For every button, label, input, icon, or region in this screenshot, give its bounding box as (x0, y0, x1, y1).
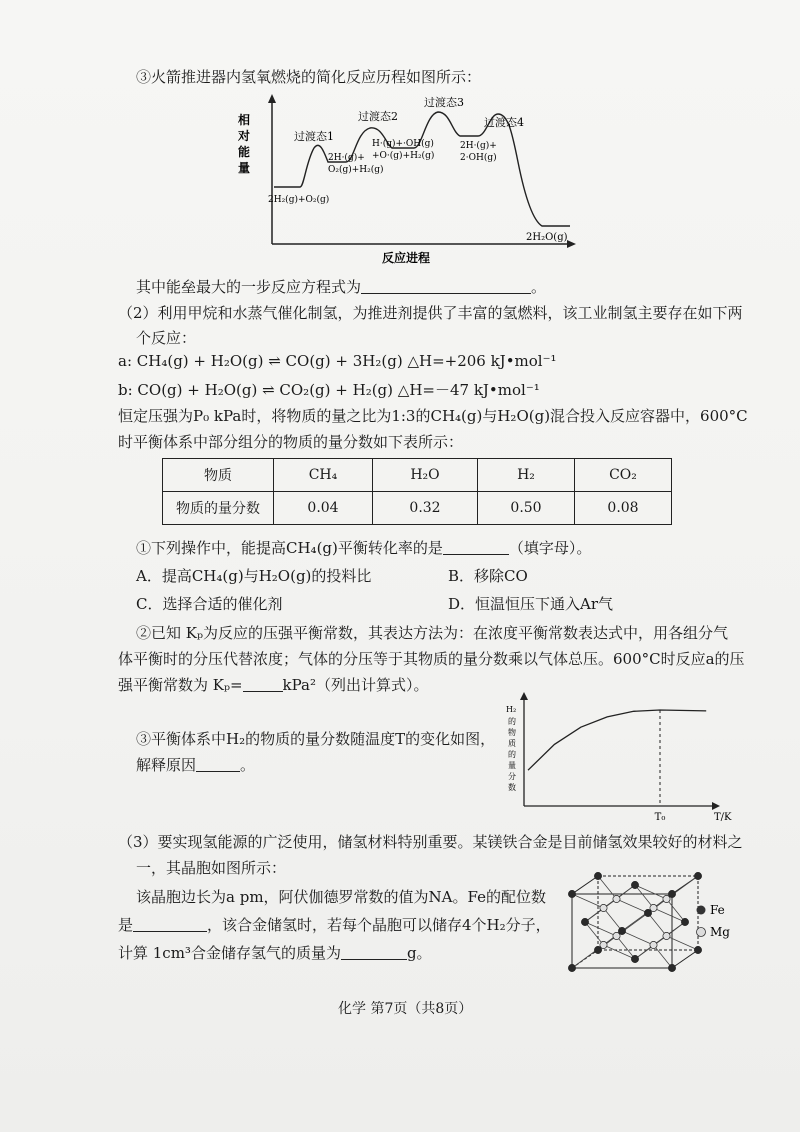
cell-bond (635, 885, 654, 908)
h2-ylabel-3: 质 (508, 739, 516, 748)
h2-x-arrow (712, 802, 720, 810)
cell-bond (617, 899, 649, 913)
reaction-a: a: CH₄(g) + H₂O(g) ⇌ CO(g) + 3H₂(g) △H=+206 kJ•mol⁻¹ (118, 352, 557, 370)
fe-atom (594, 872, 601, 879)
fe-atom (694, 872, 701, 879)
cell-bond (617, 936, 636, 959)
reaction-b: b: CO(g) + H₂O(g) ⇌ CO₂(g) + H₂(g) △H=－47 kJ•mol⁻¹ (118, 381, 540, 399)
mg-legend-label: Mg (710, 925, 730, 939)
part3-line5-text: 计算 1cm³合金储存氢气的质量为 (118, 944, 341, 962)
mole-fraction-table (162, 458, 672, 525)
cell-bond (585, 922, 617, 936)
q3b-line2-end: 。 (240, 756, 256, 774)
h2-ylabel-7: 数 (508, 783, 516, 792)
energy-xlabel: 反应进程 (382, 251, 431, 265)
ts3-label: 过渡态3 (424, 96, 464, 109)
state1b-label: O₂(g)+H₂(g) (328, 165, 384, 175)
cell-bond (667, 899, 686, 922)
table-header-cell: CH₄ (274, 459, 373, 492)
state2b-label: +O·(g)+H₂(g) (372, 151, 435, 161)
energy-ylabel-3: 能 (238, 145, 251, 159)
cell-bond (572, 894, 604, 908)
part3-line5 (118, 942, 432, 963)
fe-atom (668, 964, 675, 971)
q3-ask-end: 。 (531, 278, 547, 296)
energy-ylabel-2: 对 (238, 129, 251, 143)
fe-atom (681, 918, 688, 925)
h2-fraction-chart (500, 690, 750, 830)
q2-line3-end: kPa²（列出计算式）。 (282, 676, 429, 694)
q1-answer-blank[interactable] (443, 540, 509, 555)
fe-atom (644, 909, 651, 916)
coordination-answer-blank[interactable] (133, 917, 207, 932)
fe-atom (631, 955, 638, 962)
part2-line1: （2）利用甲烷和水蒸气催化制氢，为推进剂提供了丰富的氢燃料，该工业制氢主要存在如下两 (118, 304, 743, 322)
ts1-label: 过渡态1 (294, 130, 334, 143)
part3-line2: 一，其晶胞如图所示： (136, 859, 287, 877)
table-header-cell: H₂ (478, 459, 575, 492)
q3b-line2-text: 解释原因 (136, 756, 197, 774)
h2-ylabel-4: 的 (508, 750, 516, 759)
page-footer: 化学 第7页（共8页） (338, 1001, 473, 1017)
table-header-cell: CO₂ (575, 459, 672, 492)
mg-atom (613, 895, 620, 902)
h2-ylabel-6: 分 (508, 772, 516, 781)
fe-atom (594, 946, 601, 953)
q3-ask-text: 其中能垒最大的一步反应方程式为 (136, 278, 362, 296)
cell-bond (604, 945, 636, 959)
table-cell: 物质的量分数 (163, 492, 274, 525)
cell-bond (604, 908, 623, 931)
state3a-label: 2H·(g)+ (460, 141, 497, 151)
part3-line5-end: g。 (406, 944, 432, 962)
state4-label: 2H₂O(g) (526, 232, 568, 243)
state1a-label: 2H·(g)+ (328, 153, 365, 163)
h2-xlabel: T/K (714, 812, 732, 823)
unit-cell-diagram (560, 864, 740, 984)
h2-curve (528, 710, 706, 770)
cell-bond (654, 908, 686, 922)
fe-atom (694, 946, 701, 953)
h2-y-arrow (520, 692, 528, 700)
part3-line4-start: 是 (118, 916, 134, 934)
q1-stem (136, 537, 591, 558)
condition-line1: 恒定压强为P₀ kPa时，将物质的量之比为1:3的CH₄(g)与H₂O(g)混合投入反应容器中，600°C (118, 407, 748, 425)
mg-atom (663, 932, 670, 939)
ts2-label: 过渡态2 (358, 110, 398, 123)
fe-atom (618, 927, 625, 934)
h2-ylabel-2: 物 (508, 728, 516, 737)
cell-bond (585, 922, 604, 945)
h2-ylabel-1: 的 (508, 717, 516, 726)
table-cell: 0.04 (274, 492, 373, 525)
state2a-label: H·(g)+·OH(g) (372, 139, 434, 149)
cell-bond (598, 876, 617, 899)
state3b-label: 2·OH(g) (460, 153, 497, 163)
mass-answer-blank[interactable] (341, 945, 407, 960)
q3b-line1: ③平衡体系中H₂的物质的量分数随温度T的变化如图， (136, 730, 496, 748)
part2-line2: 个反应： (136, 329, 197, 347)
t0-tick-label: T₀ (654, 812, 666, 823)
table-header-cell: H₂O (373, 459, 478, 492)
energy-profile-diagram (232, 92, 578, 270)
h2-ylabel-5: 量 (508, 761, 516, 770)
q1-stem-text: ①下列操作中，能提高CH₄(g)平衡转化率的是 (136, 539, 443, 557)
cell-bond (635, 885, 667, 899)
q2-line3-text: 强平衡常数为 Kₚ= (118, 676, 243, 694)
part3-line4-text: ，该合金储氢时，若每个晶胞可以储存4个H₂分子， (207, 916, 551, 934)
fe-atom (668, 890, 675, 897)
energy-x-arrow (567, 240, 576, 248)
table-cell: 0.32 (373, 492, 478, 525)
cell-bond (648, 913, 667, 936)
h2-ylabel-0: H₂ (506, 705, 517, 714)
part3-line4 (118, 914, 551, 935)
part3-line3: 该晶胞边长为a pm，阿伏伽德罗常数的值为NA。Fe的配位数 (136, 888, 546, 906)
q3-ask (136, 276, 546, 297)
energy-y-arrow (268, 94, 276, 103)
fe-legend-marker (697, 906, 706, 915)
mg-atom (650, 941, 657, 948)
fe-legend-label: Fe (710, 903, 725, 917)
cell-bond (667, 936, 699, 950)
fe-atom (581, 918, 588, 925)
option-c: C．选择合适的催化剂 (136, 595, 283, 613)
energy-ylabel-4: 量 (238, 161, 251, 175)
q2-line1: ②已知 Kₚ为反应的压强平衡常数，其表达方法为：在浓度平衡常数表达式中，用各组分气 (136, 624, 728, 642)
table-row (163, 492, 672, 525)
cell-bond (622, 931, 654, 945)
part3-line1: （3）要实现氢能源的广泛使用，储氢材料特别重要。某镁铁合金是目前储氢效果较好的材料之 (118, 833, 743, 851)
fe-atom (568, 890, 575, 897)
q3b-line2 (136, 754, 255, 775)
q1-stem-end: （填字母）。 (508, 539, 592, 557)
q3-answer-blank[interactable] (361, 279, 531, 294)
cell-bond (654, 945, 673, 968)
cell-inner-bonds (572, 876, 698, 968)
q3-intro: ③火箭推进器内氢氧燃烧的简化反应历程如图所示： (136, 68, 482, 86)
option-a: A．提高CH₄(g)与H₂O(g)的投料比 (136, 567, 372, 585)
q2-line2: 体平衡时的分压代替浓度；气体的分压等于其物质的量分数乘以气体总压。600°C时反应a的压 (118, 650, 745, 668)
option-d: D．恒温恒压下通入Ar气 (448, 595, 614, 613)
table-header-cell: 物质 (163, 459, 274, 492)
mg-atom (600, 904, 607, 911)
fe-atom (631, 881, 638, 888)
mg-legend-marker (697, 928, 706, 937)
energy-ylabel-1: 相 (238, 113, 251, 127)
q2-answer-blank[interactable] (243, 677, 283, 692)
q2-line3 (118, 674, 429, 695)
table-header-row (163, 459, 672, 492)
table-cell: 0.08 (575, 492, 672, 525)
fe-atom (568, 964, 575, 971)
option-b: B．移除CO (448, 567, 528, 585)
ts4-label: 过渡态4 (484, 116, 524, 129)
condition-line2: 时平衡体系中部分组分的物质的量分数如下表所示： (118, 433, 464, 451)
state0-label: 2H₂(g)+O₂(g) (268, 195, 330, 205)
table-cell: 0.50 (478, 492, 575, 525)
q3b-answer-blank[interactable] (196, 757, 240, 772)
